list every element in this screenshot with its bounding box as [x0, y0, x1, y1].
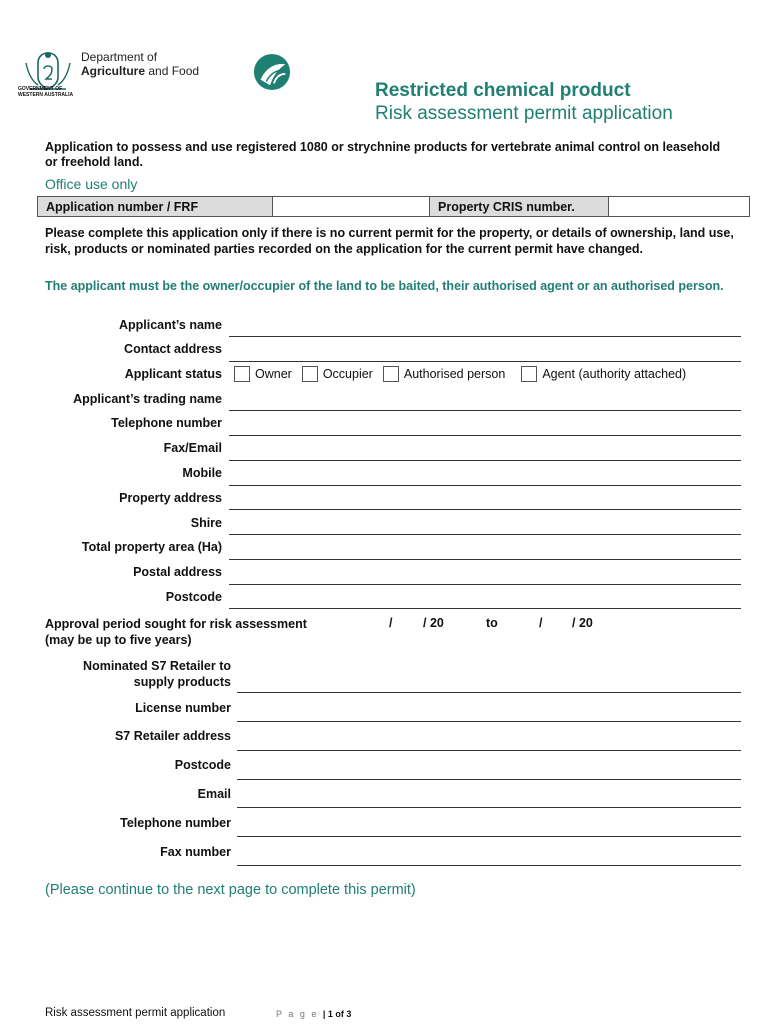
license-number-field[interactable] — [237, 720, 741, 722]
gov-line1: GOVERNMENT OF — [18, 86, 63, 92]
field-label: Email — [197, 787, 231, 801]
approval-line2: (may be up to five years) — [45, 633, 192, 647]
approval-line1: Approval period sought for risk assessment — [45, 617, 307, 631]
office-use-heading: Office use only — [45, 176, 138, 192]
property-cris-label: Property CRIS number. — [430, 197, 609, 217]
field-label: Applicant status — [124, 367, 222, 381]
complete-note: Please complete this application only if there is no current permit for the property, or details of ownership, land use, risk, products or nominated parties recorded on the application for the current permit have changed. — [45, 226, 734, 256]
checkbox-icon[interactable] — [521, 366, 537, 382]
document-title: Restricted chemical product — [375, 80, 631, 101]
intro-text: Application to possess and use registered 1080 or strychnine products for vertebrate animal control on leasehold or freehold land. — [45, 140, 721, 169]
approval-period-label — [45, 616, 307, 648]
checkbox-icon[interactable] — [234, 366, 250, 382]
retailer-email-field[interactable] — [237, 806, 741, 808]
applicant-name-field[interactable] — [229, 335, 741, 337]
field-label: Telephone number — [111, 416, 222, 430]
status-authorised-option[interactable] — [383, 366, 505, 382]
field-label: Postcode — [174, 758, 231, 772]
applicant-note: The applicant must be the owner/occupier of the land to be baited, their authorised agent or an authorised person. — [45, 279, 724, 293]
status-option-label: Authorised person — [403, 367, 506, 381]
dept-line1: Department of — [81, 50, 158, 64]
status-occupier-option[interactable] — [302, 366, 373, 382]
continue-note: (Please continue to the next page to complete this permit) — [45, 882, 416, 898]
footer-doc-name: Risk assessment permit application — [45, 1007, 226, 1019]
checkbox-icon[interactable] — [302, 366, 318, 382]
field-label: License number — [135, 701, 231, 715]
field-label — [83, 658, 231, 690]
retailer-name-field[interactable] — [237, 691, 741, 693]
footer-page-number — [276, 1009, 351, 1019]
office-use-table — [37, 196, 750, 217]
field-label: Applicant’s name — [118, 318, 222, 332]
status-owner-option[interactable] — [234, 366, 292, 382]
status-option-label: Agent (authority attached) — [542, 367, 687, 381]
approval-end-slash[interactable]: / — [539, 616, 543, 630]
field-label: Telephone number — [120, 816, 231, 830]
postal-address-field[interactable] — [229, 583, 741, 585]
status-option-label: Occupier — [322, 367, 373, 381]
retailer-postcode-field[interactable] — [237, 778, 741, 780]
property-address-field[interactable] — [229, 508, 741, 510]
dept-line2-rest: and Food — [145, 64, 200, 78]
page-num: | 1 of 3 — [322, 1009, 352, 1019]
field-label: Fax/Email — [163, 441, 222, 455]
mobile-field[interactable] — [229, 484, 741, 486]
approval-to-label: to — [486, 616, 498, 630]
field-label: Applicant’s trading name — [73, 392, 222, 406]
field-label: Fax number — [160, 845, 231, 859]
property-cris-field[interactable] — [609, 197, 750, 217]
department-name — [81, 50, 199, 78]
field-label: S7 Retailer address — [114, 729, 231, 743]
postcode-field[interactable] — [229, 607, 741, 609]
dept-line2-bold: Agriculture — [81, 64, 146, 78]
field-label: Contact address — [124, 342, 222, 356]
application-number-field[interactable] — [273, 197, 430, 217]
retailer-telephone-field[interactable] — [237, 835, 741, 837]
government-label — [18, 86, 88, 98]
approval-end-year[interactable]: / 20 — [572, 616, 593, 630]
field-label: Property address — [119, 491, 222, 505]
retailer-label-line2: supply products — [133, 675, 231, 689]
status-option-label: Owner — [255, 367, 292, 381]
fax-email-field[interactable] — [229, 459, 741, 461]
approval-start-slash[interactable]: / — [389, 616, 393, 630]
trading-name-field[interactable] — [229, 409, 741, 411]
field-label: Postcode — [165, 590, 222, 604]
property-area-field[interactable] — [229, 558, 741, 560]
applicant-status-options — [234, 366, 696, 382]
field-label: Shire — [190, 516, 222, 530]
contact-address-field[interactable] — [229, 360, 741, 362]
field-label: Postal address — [133, 565, 222, 579]
page-word: P a g e — [276, 1009, 319, 1019]
retailer-fax-field[interactable] — [237, 864, 741, 866]
telephone-field[interactable] — [229, 434, 741, 436]
gov-line2: WESTERN AUSTRALIA — [18, 92, 74, 98]
field-label: Total property area (Ha) — [81, 540, 222, 554]
application-number-label: Application number / FRF — [38, 197, 273, 217]
checkbox-icon[interactable] — [383, 366, 399, 382]
department-leaf-logo — [253, 53, 291, 91]
status-agent-option[interactable] — [521, 366, 686, 382]
retailer-label-line1: Nominated S7 Retailer to — [83, 659, 231, 673]
field-label: Mobile — [182, 466, 222, 480]
retailer-address-field[interactable] — [237, 749, 741, 751]
shire-field[interactable] — [229, 533, 741, 535]
document-subtitle: Risk assessment permit application — [375, 103, 673, 124]
approval-start-year[interactable]: / 20 — [423, 616, 444, 630]
